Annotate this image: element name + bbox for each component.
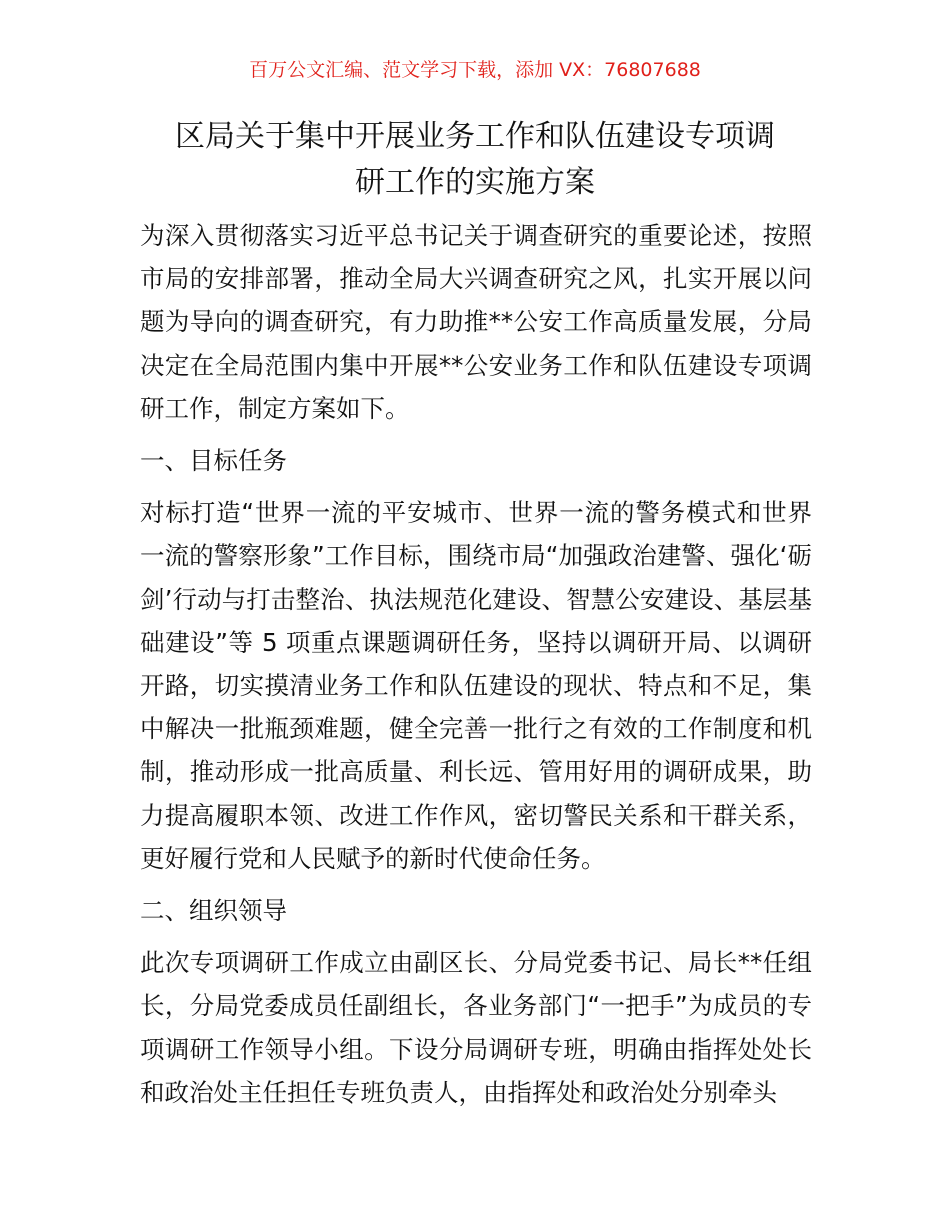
intro-paragraph: 为深入贯彻落实习近平总书记关于调查研究的重要论述，按照市局的安排部署，推动全局大兴调查研究之风，扎实开展以问题为导向的调查研究，有力助推**公安工作高质量发展，分局决定在全局范围内集中开展**公安业务工作和队伍建设专项调研工作，制定方案如下。 <box>140 221 812 423</box>
leadership-paragraph: 此次专项调研工作成立由副区长、分局党委书记、局长**任组长，分局党委成员任副组长，各业务部门“一把手”为成员的专项调研工作领导小组。下设分局调研专班，明确由指挥处处长和政治处主任担任专班负责人，由指挥处和政治处分别牵头 <box>140 948 812 1107</box>
section-heading-goals: 一、目标任务 <box>140 446 287 476</box>
title-line-2: 研工作的实施方案 <box>355 165 595 200</box>
goals-paragraph: 对标打造“世界一流的平安城市、世界一流的警务模式和世界一流的警察形象”工作目标，围绕市局“加强政治建警、强化‘砺剑’行动与打击整治、执法规范化建设、智慧公安建设、基层基础建设”等 5 项重点课题调研任务，坚持以调研开局、以调研开路，切实摸清业务工作和队伍建设的现状、特点和不足，集中解决一批瓶颈难题，健全完善一批行之有效的工作制度和机制，推动形成一批高质量、利长远、管用好用的调研成果，助力提高履职本领、改进工作作风，密切警民关系和干群关系，更好履行党和人民赋予的新时代使命任务。 <box>140 498 812 873</box>
section-heading-leadership: 二、组织领导 <box>140 896 287 926</box>
title-line-1: 区局关于集中开展业务工作和队伍建设专项调 <box>175 119 775 154</box>
document-title <box>140 114 810 206</box>
watermark-banner: 百万公文汇编、范文学习下载，添加 VX：76807688 <box>249 59 701 81</box>
document-body <box>140 214 812 1114</box>
